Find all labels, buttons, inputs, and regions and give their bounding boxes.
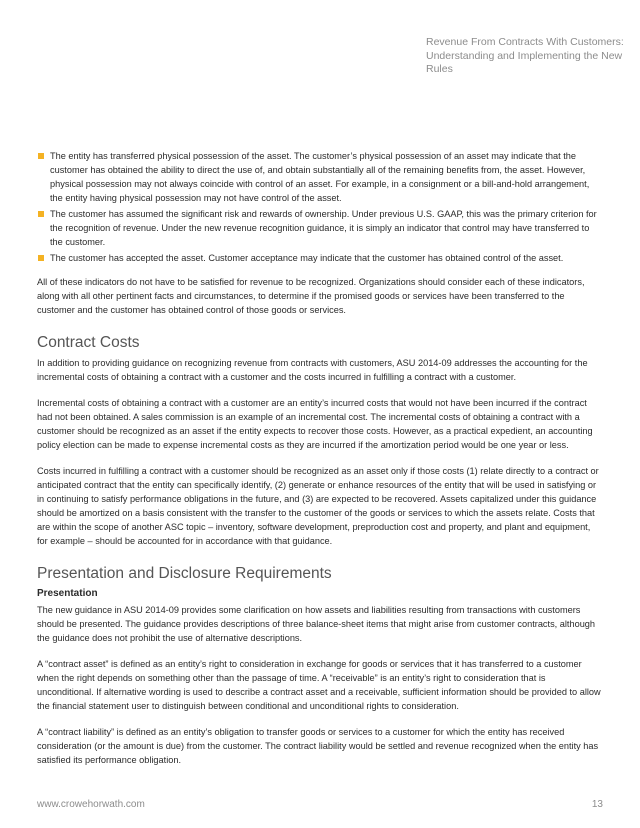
square-bullet-icon bbox=[38, 255, 44, 261]
section-heading-contract-costs: Contract Costs bbox=[37, 334, 140, 351]
list-item-text: The customer has assumed the significant risk and rewards of ownership. Under previous U.S. GAAP, this was the primary criterion for the recognition of revenue. Under the new revenue recognition guidance, it is simply an indicator that control may have transferred to the customer. bbox=[50, 209, 597, 247]
section-heading-presentation-disclosure: Presentation and Disclosure Requirements bbox=[37, 565, 332, 582]
intro-paragraph: All of these indicators do not have to be satisfied for revenue to be recognized. Organizations should consider each of these indicators, along with all other pertinent facts and circumstances, to determine if the promised goods or services have been transferred to the customer and the customer has obtained control of those goods or services. bbox=[37, 277, 585, 315]
subheading-presentation: Presentation bbox=[37, 588, 98, 599]
paragraph: A “contract asset” is defined as an entity’s right to consideration in exchange for goods or services that it has transferred to a customer when the right depends on something other than the passage of time. A “receivable” is an entity’s right to consideration that is unconditional. If alternative wording is used to describe a contract asset and a receivable, sufficient information should be provided to allow the financial statement user to distinguish between conditional and unconditional rights to consideration. bbox=[37, 659, 601, 711]
document-title: Revenue From Contracts With Customers: Understanding and Implementing the New Rules bbox=[426, 36, 624, 75]
paragraph: In addition to providing guidance on recognizing revenue from contracts with customers, ASU 2014-09 addresses the accounting for the incremental costs of obtaining a contract with a customer and the costs incurred in fulfilling a contract with a customer. bbox=[37, 358, 588, 382]
list-item-text: The entity has transferred physical possession of the asset. The customer’s physical possession of an asset may indicate that the customer has obtained the ability to direct the use of, and obtain substantially all of the remaining benefits from, the asset. However, physical possession may not always coincide with control of an asset. For example, in a consignment or a bill-and-hold arrangement, the entity having physical possession may not have control of the asset. bbox=[50, 151, 590, 203]
paragraph: A “contract liability” is defined as an entity’s obligation to transfer goods or services to a customer for which the entity has received consideration (or the amount is due) from the customer. The contract liability would be settled and revenue recognized when the entity has satisfied its performance obligation. bbox=[37, 727, 599, 765]
footer-url: www.crowehorwath.com bbox=[37, 799, 145, 810]
paragraph: Incremental costs of obtaining a contract with a customer are an entity’s incurred costs that would not have been incurred if the contract had not been obtained. A sales commission is an example of an incremental cost. The incremental costs of obtaining a contract with a customer should be recognized as an asset if the entity expects to recover those costs. However, as a practical expedient, an accounting policy election can be made to expense incremental costs as they are incurred if the amortization period would be one year or less. bbox=[37, 398, 593, 450]
list-item bbox=[37, 251, 603, 265]
square-bullet-icon bbox=[38, 211, 44, 217]
main-content bbox=[37, 149, 603, 779]
list-item-text: The customer has accepted the asset. Customer acceptance may indicate that the customer has obtained control of the asset. bbox=[50, 253, 564, 263]
page-number: 13 bbox=[591, 799, 603, 810]
paragraph: Costs incurred in fulfilling a contract with a customer should be recognized as an asset only if those costs (1) relate directly to a contract or anticipated contract that the entity can specifically identify, (2) generate or enhance resources of the entity that will be used in satisfying or in continuing to satisfy performance obligations in the future, and (3) are expected to be recovered. Assets capitalized under this guidance should be amortized on a basis consistent with the transfer to the customer of the goods or services to which the assets relate. Costs that are within the scope of another ASC topic – inventory, software development, preproduction cost and property, and plant and equipment, for example – should be accounted for in accordance with that guidance. bbox=[37, 466, 599, 546]
list-item bbox=[37, 207, 603, 249]
paragraph: The new guidance in ASU 2014-09 provides some clarification on how assets and liabilities resulting from transactions with customers should be presented. The guidance provides descriptions of three balance-sheet items that might arise from customer contracts, although the guidance does not prohibit the use of alternative descriptions. bbox=[37, 605, 596, 643]
control-indicator-list bbox=[37, 149, 603, 265]
list-item bbox=[37, 149, 603, 205]
square-bullet-icon bbox=[38, 153, 44, 159]
